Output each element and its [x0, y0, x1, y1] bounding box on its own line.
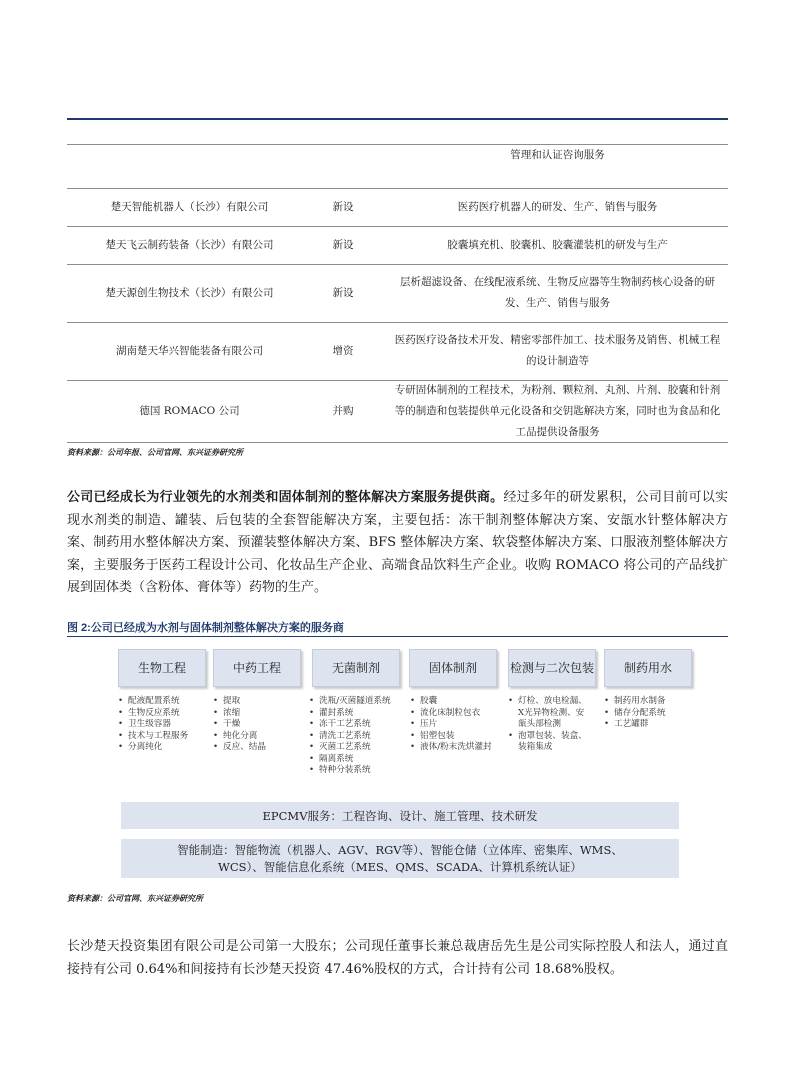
table-cell-company: 楚天飞云制药装备（长沙）有限公司 [105, 238, 274, 251]
list-item: • 隔离系统 [309, 754, 403, 766]
header-rule [67, 118, 728, 120]
list-item: • 生物反应系统 [118, 708, 210, 720]
category-box: 生物工程 [118, 649, 206, 687]
table-cell-type: 新设 [332, 238, 354, 251]
list-item: • 灭菌工艺系统 [309, 742, 403, 754]
table-cell-type: 新设 [332, 286, 354, 299]
category-item-list [118, 696, 210, 754]
table-cell-company: 湖南楚天华兴智能装备有限公司 [116, 344, 263, 357]
figure-source-note: 资料来源：公司官网、东兴证券研究所 [67, 893, 203, 903]
list-item: • 冻干工艺系统 [309, 719, 403, 731]
smart-manufacturing-bar: 智能制造：智能物流（机器人、AGV、RGV等）、智能仓储（立体库、密集库、WMS、WCS）、智能信息化系统（MES、QMS、SCADA、计算机系统认证） [121, 839, 679, 878]
list-item: • 特种分装系统 [309, 765, 403, 777]
table-cell-business: 胶囊填充机、胶囊机、胶囊灌装机的研发与生产 [447, 238, 668, 251]
table-border-bottom [67, 442, 728, 443]
list-item: • 反应、结晶 [213, 742, 301, 754]
body-paragraph-shareholders: 长沙楚天投资集团有限公司是公司第一大股东；公司现任董事长兼总裁唐岳先生是公司实际控股人和法人，通过直接持有公司 0.64%和间接持有长沙楚天投资 47.46%股权的方式，合计持有公司 18.68%股权。 [67, 939, 728, 977]
list-item: • 提取 [213, 696, 301, 708]
table-cell-business: 层析超滤设备、在线配液系统、生物反应器等生物制药核心设备的研发、生产、销售与服务 [400, 276, 715, 309]
table-cell-company: 德国 ROMACO 公司 [139, 404, 240, 417]
table-cell-type: 新设 [332, 200, 354, 213]
list-item: • 卫生级容器 [118, 719, 210, 731]
list-item: • 干燥 [213, 719, 301, 731]
table-source-note: 资料来源：公司年报、公司官网、东兴证券研究所 [67, 447, 243, 457]
category-item-list [309, 696, 403, 777]
table-cell-business-cont: 管理和认证咨询服务 [510, 148, 605, 161]
category-box: 无菌制剂 [312, 649, 400, 687]
category-item-list [508, 696, 588, 754]
list-item: • 技术与工程服务 [118, 731, 210, 743]
category-box: 固体制剂 [409, 649, 497, 687]
list-item: • 分离纯化 [118, 742, 210, 754]
table-cell-business: 专研固体制剂的工程技术，为粉剂、颗粒剂、丸剂、片剂、胶囊和针剂等的制造和包装提供单元化设备和交钥匙解决方案，同时也为食品和化工品提供设备服务 [394, 383, 721, 438]
table-cell-business: 医药医疗设备技术开发、精密零部件加工、技术服务及销售、机械工程的设计制造等 [394, 334, 721, 367]
category-box: 检测与二次包装 [508, 649, 596, 687]
list-item: • 流化床制粒包衣 [410, 708, 510, 720]
figure-title-rule [67, 636, 728, 637]
list-item: • 浓缩 [213, 708, 301, 720]
list-item: • 清洗工艺系统 [309, 731, 403, 743]
list-item: • 储存分配系统 [604, 708, 694, 720]
list-item: • 灌封系统 [309, 708, 403, 720]
body-paragraph-solutions [67, 487, 728, 600]
list-item: • 洗瓶/灭菌隧道系统 [309, 696, 403, 708]
category-item-list [213, 696, 301, 754]
list-item: • 液体/粉末洗烘灌封 [410, 742, 510, 754]
figure-title: 图 2:公司已经成为水剂与固体制剂整体解决方案的服务商 [67, 622, 344, 634]
list-item: • 灯检、放电检漏、X光异物检测、安瓿头部检测 [508, 696, 588, 731]
category-box: 制药用水 [604, 649, 692, 687]
table-cell-company: 楚天源创生物技术（长沙）有限公司 [105, 286, 274, 299]
epcmv-service-bar: EPCMV服务：工程咨询、设计、施工管理、技术研发 [121, 802, 679, 829]
paragraph-lead-bold: 公司已经成长为行业领先的水剂类和固体制剂的整体解决方案服务提供商。 [67, 490, 504, 505]
paragraph-text: 经过多年的研发累积，公司目前可以实现水剂类的制造、罐装、后包装的全套智能解决方案，主要包括：冻干制剂整体解决方案、安瓿水针整体解决方案、制药用水整体解决方案、预灌装整体解决方案、BFS 整体解决方案、软袋整体解决方案、口服液剂整体解决方案，主要服务于医药工程设计公司、化妆品生产企业、高端食品饮料生产企业。收购 ROMACO 将公司的产品线扩展到固体类（含粉体、膏体等）药物的生产。 [67, 490, 728, 595]
list-item: • 制药用水制备 [604, 696, 694, 708]
table-cell-business: 医药医疗机器人的研发、生产、销售与服务 [457, 200, 658, 213]
list-item: • 工艺罐群 [604, 719, 694, 731]
category-item-list [604, 696, 694, 731]
list-item: • 纯化分离 [213, 731, 301, 743]
table-cell-company: 楚天智能机器人（长沙）有限公司 [110, 200, 269, 213]
list-item: • 配液配置系统 [118, 696, 210, 708]
list-item: • 铝塑包装 [410, 731, 510, 743]
table-cell-type: 并购 [332, 404, 354, 417]
list-item: • 胶囊 [410, 696, 510, 708]
list-item: • 泡罩包装、装盒、装箱集成 [508, 731, 588, 754]
category-item-list [410, 696, 510, 754]
table-cell-type: 增资 [332, 344, 354, 357]
category-box: 中药工程 [213, 649, 301, 687]
list-item: • 压片 [410, 719, 510, 731]
